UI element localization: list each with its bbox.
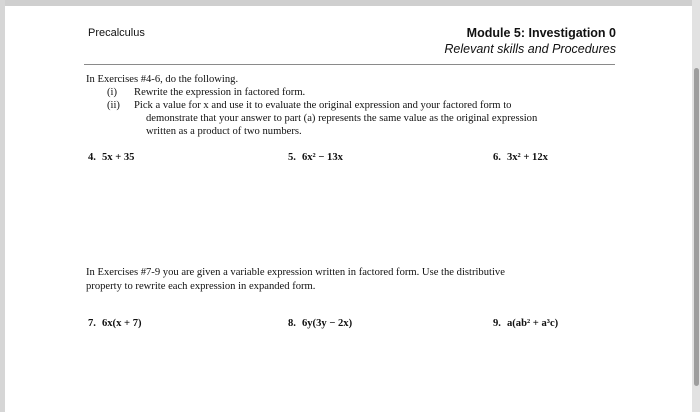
- section2-intro-line2: property to rewrite each expression in expanded form.: [86, 281, 316, 292]
- section1-intro: In Exercises #4-6, do the following.: [86, 74, 239, 85]
- problem-number: 8.: [288, 318, 296, 329]
- problem-number: 7.: [88, 318, 96, 329]
- problem-8: [288, 317, 352, 330]
- window-left-edge: [0, 0, 5, 412]
- problem-expression: 6y(3y − 2x): [301, 318, 353, 329]
- instruction-ii-line1: Pick a value for x and use it to evaluate the original expression and your factored form to: [134, 100, 512, 111]
- scrollbar-thumb[interactable]: [694, 68, 699, 386]
- course-title: Precalculus: [88, 27, 145, 39]
- problem-7: [88, 317, 142, 330]
- module-heading: [380, 25, 616, 57]
- window-top-edge: [0, 0, 700, 6]
- problem-9: [493, 317, 558, 330]
- problem-number: 9.: [493, 318, 501, 329]
- problem-5: [288, 151, 343, 164]
- header-divider: [84, 64, 615, 65]
- problem-4: [88, 151, 134, 164]
- problem-expression: 6x² − 13x: [301, 152, 343, 163]
- instruction-i-text: Rewrite the expression in factored form.: [134, 87, 306, 98]
- problem-expression: 5x + 35: [101, 152, 135, 163]
- problem-expression: a(ab² + a³c): [506, 318, 559, 329]
- problem-number: 5.: [288, 152, 296, 163]
- problem-expression: 3x² + 12x: [506, 152, 548, 163]
- problem-expression: 6x(x + 7): [101, 318, 142, 329]
- problem-6: [493, 151, 548, 164]
- problem-number: 4.: [88, 152, 96, 163]
- instruction-i-label: (i): [107, 87, 117, 98]
- section2-intro-line1: In Exercises #7-9 you are given a variable expression written in factored form. Use the distributive: [86, 267, 505, 278]
- instruction-ii-line2: demonstrate that your answer to part (a) represents the same value as the original expression: [146, 113, 538, 124]
- module-subtitle: Relevant skills and Procedures: [444, 42, 616, 56]
- module-title: Module 5: Investigation 0: [466, 26, 616, 40]
- instruction-ii-line3: written as a product of two numbers.: [146, 126, 302, 137]
- instruction-ii-label: (ii): [107, 100, 120, 111]
- problem-number: 6.: [493, 152, 501, 163]
